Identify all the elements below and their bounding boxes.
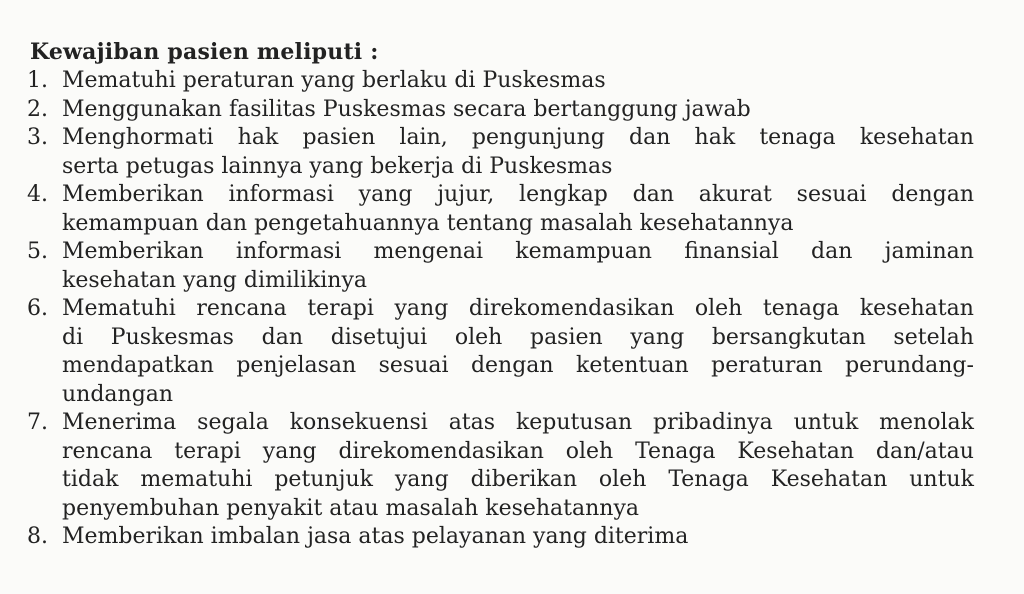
- list-item: [0, 96, 1024, 125]
- list-item-line: Menerima segala konsekuensi atas keputusan pribadinya untuk menolak: [62, 410, 974, 435]
- list-item-line: serta petugas lainnya yang bekerja di Puskesmas: [62, 153, 613, 179]
- list-item-number: 3.: [27, 125, 48, 150]
- list-item-line: kemampuan dan pengetahuannya tentang masalah kesehatannya: [62, 210, 794, 236]
- list-item-line: Memberikan informasi mengenai kemampuan finansial dan jaminan: [62, 239, 974, 264]
- section-heading: Kewajiban pasien meliputi :: [30, 39, 379, 65]
- list-item-line: Mematuhi peraturan yang berlaku di Puskesmas: [62, 68, 606, 93]
- list-item-number: 4.: [27, 182, 48, 207]
- list-item-line: mendapatkan penjelasan sesuai dengan ketentuan peraturan perundang-: [62, 353, 974, 378]
- list-item-line: penyembuhan penyakit atau masalah kesehatannya: [62, 495, 640, 521]
- list-item-line: Mematuhi rencana terapi yang direkomendasikan oleh tenaga kesehatan: [62, 296, 974, 321]
- list-item-number: 6.: [27, 296, 48, 321]
- list-item-line: undangan: [62, 381, 174, 407]
- list-item-number: 5.: [27, 239, 48, 264]
- list-item-number: 1.: [27, 68, 48, 93]
- list-item-number: 7.: [27, 410, 48, 435]
- list-item: [0, 124, 1024, 181]
- obligation-list: [0, 67, 1024, 552]
- list-item-line: Memberikan informasi yang jujur, lengkap dan akurat sesuai dengan: [62, 182, 974, 207]
- list-item-line: tidak mematuhi petunjuk yang diberikan oleh Tenaga Kesehatan untuk: [62, 467, 974, 492]
- list-item: [0, 181, 1024, 238]
- list-item-number: 8.: [27, 524, 48, 549]
- list-item: [0, 409, 1024, 523]
- list-item: [0, 67, 1024, 96]
- list-item: [0, 523, 1024, 552]
- list-item-line: Memberikan imbalan jasa atas pelayanan yang diterima: [62, 524, 689, 549]
- list-item: [0, 238, 1024, 295]
- list-item-line: kesehatan yang dimilikinya: [62, 267, 368, 293]
- list-item-line: rencana terapi yang direkomendasikan oleh Tenaga Kesehatan dan/atau: [62, 438, 974, 464]
- list-item-number: 2.: [27, 96, 48, 122]
- list-item: [0, 295, 1024, 409]
- list-item-line: Menggunakan fasilitas Puskesmas secara bertanggung jawab: [62, 96, 751, 122]
- list-item-line: Menghormati hak pasien lain, pengunjung dan hak tenaga kesehatan: [62, 125, 974, 150]
- list-item-line: di Puskesmas dan disetujui oleh pasien yang bersangkutan setelah: [62, 324, 974, 350]
